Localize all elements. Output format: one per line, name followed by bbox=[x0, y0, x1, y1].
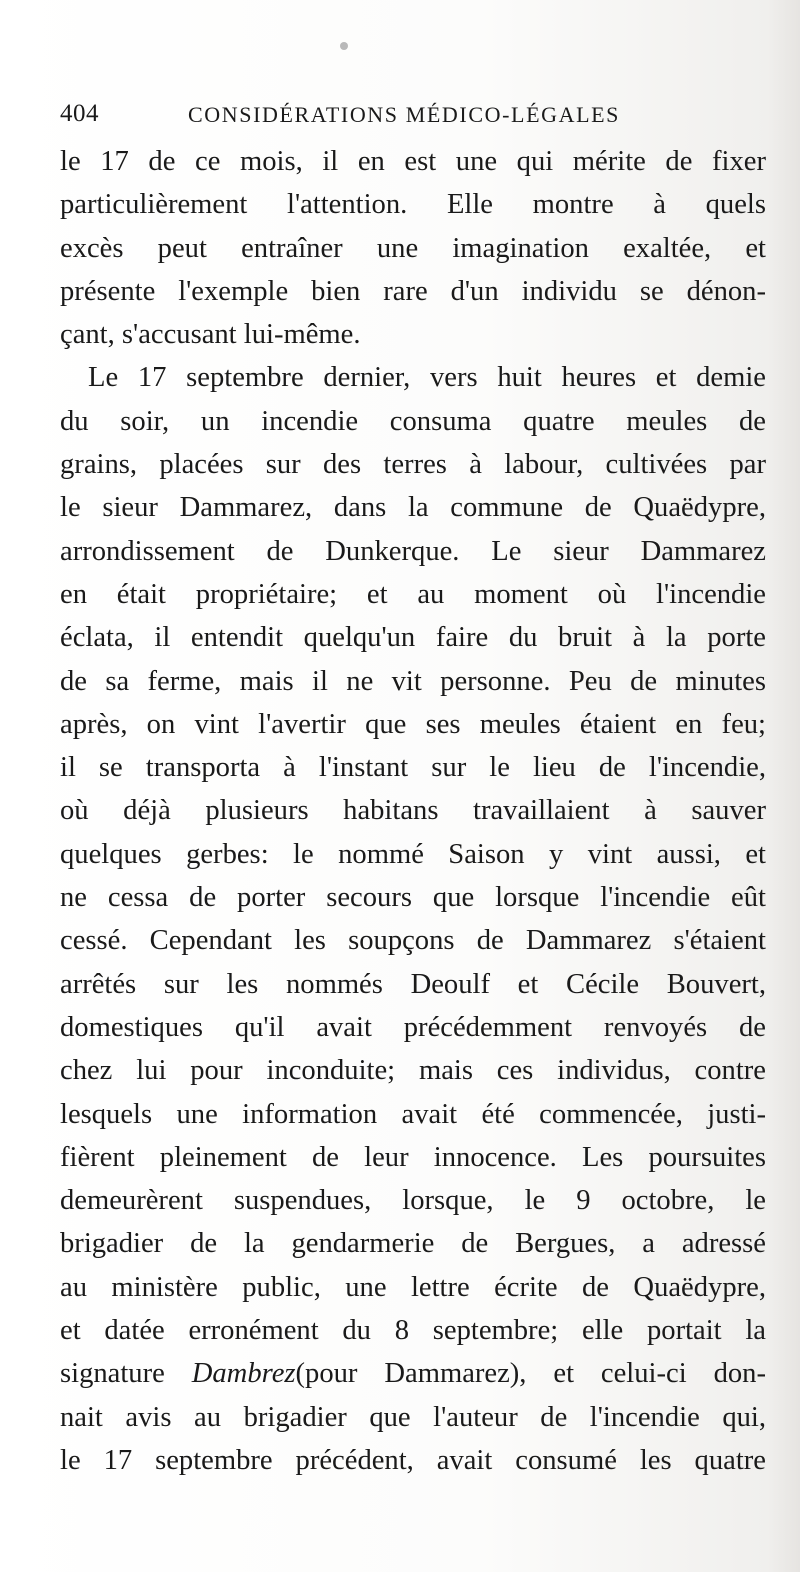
text-line: excès peut entraîner une imagination exaltée, et bbox=[60, 232, 766, 264]
ink-spot bbox=[340, 42, 348, 50]
text-line: après, on vint l'avertir que ses meules étaient en feu; bbox=[60, 708, 766, 740]
text-line: particulièrement l'attention. Elle montre à quels bbox=[60, 189, 766, 221]
text-line: le 17 septembre précédent, avait consumé les quatre bbox=[60, 1444, 766, 1476]
signature-prefix: signature bbox=[60, 1358, 192, 1390]
text-line: de sa ferme, mais il ne vit personne. Peu de minutes bbox=[60, 665, 766, 697]
text-line: ne cessa de porter secours que lorsque l'incendie eût bbox=[60, 882, 766, 914]
text-line: au ministère public, une lettre écrite de Quaëdypre, bbox=[60, 1271, 766, 1303]
text-line: chez lui pour inconduite; mais ces individus, contre bbox=[60, 1055, 766, 1087]
text-line: arrêtés sur les nommés Deoulf et Cécile Bouvert, bbox=[60, 968, 766, 1000]
signature-name: Dambrez bbox=[191, 1358, 296, 1390]
text-line: où déjà plusieurs habitans travaillaient à sauver bbox=[60, 795, 766, 827]
text-line: domestiques qu'il avait précédemment renvoyés de bbox=[60, 1011, 766, 1043]
text-line: brigadier de la gendarmerie de Bergues, a adressé bbox=[60, 1228, 766, 1260]
text-line: le sieur Dammarez, dans la commune de Quaëdypre, bbox=[60, 492, 766, 524]
text-line: éclata, il entendit quelqu'un faire du bruit à la porte bbox=[60, 622, 766, 654]
text-line: çant, s'accusant lui-même. bbox=[60, 319, 361, 351]
text-line: arrondissement de Dunkerque. Le sieur Dammarez bbox=[60, 535, 766, 567]
text-line: Le 17 septembre dernier, vers huit heures et demie bbox=[88, 362, 766, 394]
text-line: du soir, un incendie consuma quatre meules de bbox=[60, 405, 766, 437]
text-line: et datée erronément du 8 septembre; elle portait la bbox=[60, 1315, 766, 1347]
text-line: il se transporta à l'instant sur le lieu de l'incendie, bbox=[60, 752, 766, 784]
text-line: en était propriétaire; et au moment où l'incendie bbox=[60, 578, 766, 610]
body-text bbox=[60, 140, 766, 1482]
text-line: cessé. Cependant les soupçons de Dammarez s'étaient bbox=[60, 925, 766, 957]
text-line: lesquels une information avait été commencée, justi- bbox=[60, 1098, 766, 1130]
text-line: fièrent pleinement de leur innocence. Les poursuites bbox=[60, 1141, 766, 1173]
signature-suffix: (pour Dammarez), et celui-ci don- bbox=[295, 1358, 766, 1390]
text-line: grains, placées sur des terres à labour, cultivées par bbox=[60, 449, 766, 481]
text-line: le 17 de ce mois, il en est une qui mérite de fixer bbox=[60, 146, 766, 177]
text-line: demeurèrent suspendues, lorsque, le 9 octobre, le bbox=[60, 1185, 766, 1217]
page-header bbox=[60, 100, 760, 132]
text-line: quelques gerbes: le nommé Saison y vint aussi, et bbox=[60, 838, 766, 870]
page-number: 404 bbox=[60, 100, 99, 127]
text-line: présente l'exemple bien rare d'un individu se dénon- bbox=[60, 275, 766, 307]
running-title: CONSIDÉRATIONS MÉDICO-LÉGALES bbox=[188, 102, 621, 127]
text-line-signature bbox=[60, 1352, 766, 1395]
text-line: nait avis au brigadier que l'auteur de l'incendie qui, bbox=[60, 1401, 766, 1433]
